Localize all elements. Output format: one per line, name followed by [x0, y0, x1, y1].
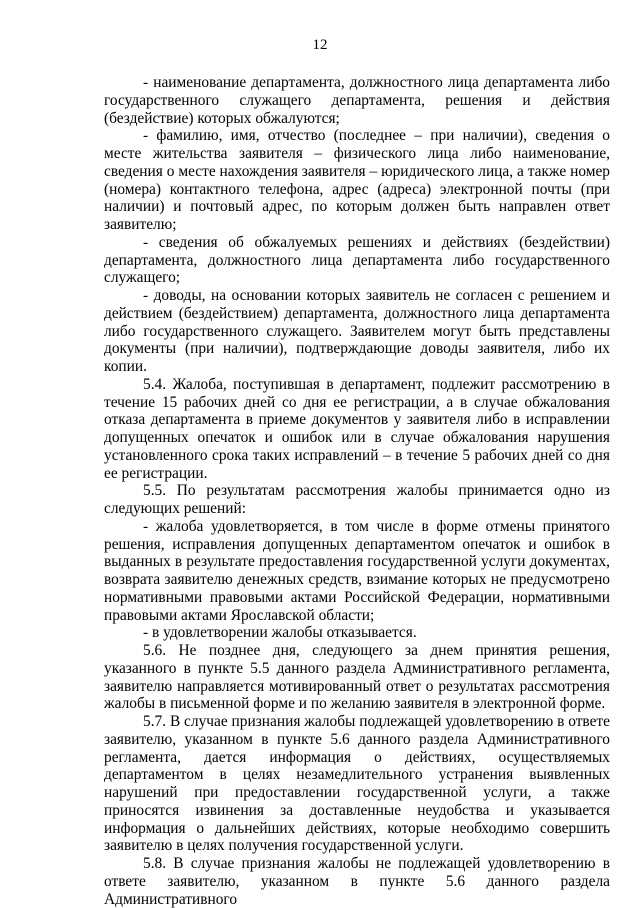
paragraph-5-6: 5.6. Не позднее дня, следующего за днем принятия решения, указанного в пункте 5.5 данного раздела Административного регламента, заявителю направляется мотивированный ответ о результатах рассмотрения жалобы в письменной форме и по желанию заявителя в электронной форме.	[104, 642, 610, 713]
paragraph-applicant-details: - фамилию, имя, отчество (последнее – при наличии), сведения о месте жительства заявителя – физического лица либо наименование, сведения о месте нахождения заявителя – юридического лица, а также номер (номера) контактного телефона, адрес (адреса) электронной почты (при наличии) и почтовый адрес, по которым должен быть направлен ответ заявителю;	[104, 127, 610, 233]
paragraph-appeal-subject: - наименование департамента, должностного лица департамента либо государственного служащего департамента, решения и действия (бездействие) которых обжалуются;	[104, 74, 610, 127]
paragraph-5-4: 5.4. Жалоба, поступившая в департамент, подлежит рассмотрению в течение 15 рабочих дней со дня ее регистрации, а в случае обжалования отказа департамента в приеме документов у заявителя либо в исправлении допущенных опечаток и ошибок или в случае обжалования нарушения установленного срока таких исправлений – в течение 5 рабочих дней со дня ее регистрации.	[104, 375, 610, 482]
paragraph-arguments: - доводы, на основании которых заявитель не согласен с решением и действием (бездействием) департамента, должностного лица департамента либо государственного служащего. Заявителем могут быть представлены документы (при наличии), подтверждающие доводы заявителя, либо их копии.	[104, 287, 610, 375]
paragraph-5-8: 5.8. В случае признания жалобы не подлежащей удовлетворению в ответе заявителю, указанном в пункте 5.6 данного раздела Административного	[104, 855, 610, 908]
paragraph-complaint-rejected: - в удовлетворении жалобы отказывается.	[143, 624, 417, 642]
document-body	[104, 74, 610, 908]
paragraph-complaint-satisfied: - жалоба удовлетворяется, в том числе в форме отмены принятого решения, исправления допущенных департаментом опечаток и ошибок в выданных в результате предоставления государственной услуги документах, возврата заявителю денежных средств, взимание которых не предусмотрено нормативными правовыми актами Российской Федерации, нормативными правовыми актами Ярославской области;	[104, 517, 610, 624]
page-number: 12	[312, 37, 328, 53]
paragraph-5-7: 5.7. В случае признания жалобы подлежащей удовлетворению в ответе заявителю, указанном в пункте 5.6 данного раздела Административного регламента, дается информация о действиях, осуществляемых департаментом в целях незамедлительного устранения выявленных нарушений при предоставлении государственной услуги, а также приносятся извинения за доставленные неудобства и указывается информация о дальнейших действиях, которые необходимо совершить заявителю в целях получения государственной услуги.	[104, 713, 610, 855]
paragraph-5-5: 5.5. По результатам рассмотрения жалобы принимается одно из следующих решений:	[104, 482, 610, 517]
paragraph-appealed-decisions: - сведения об обжалуемых решениях и действиях (бездействии) департамента, должностного лица департамента либо государственного служащего;	[104, 233, 610, 287]
